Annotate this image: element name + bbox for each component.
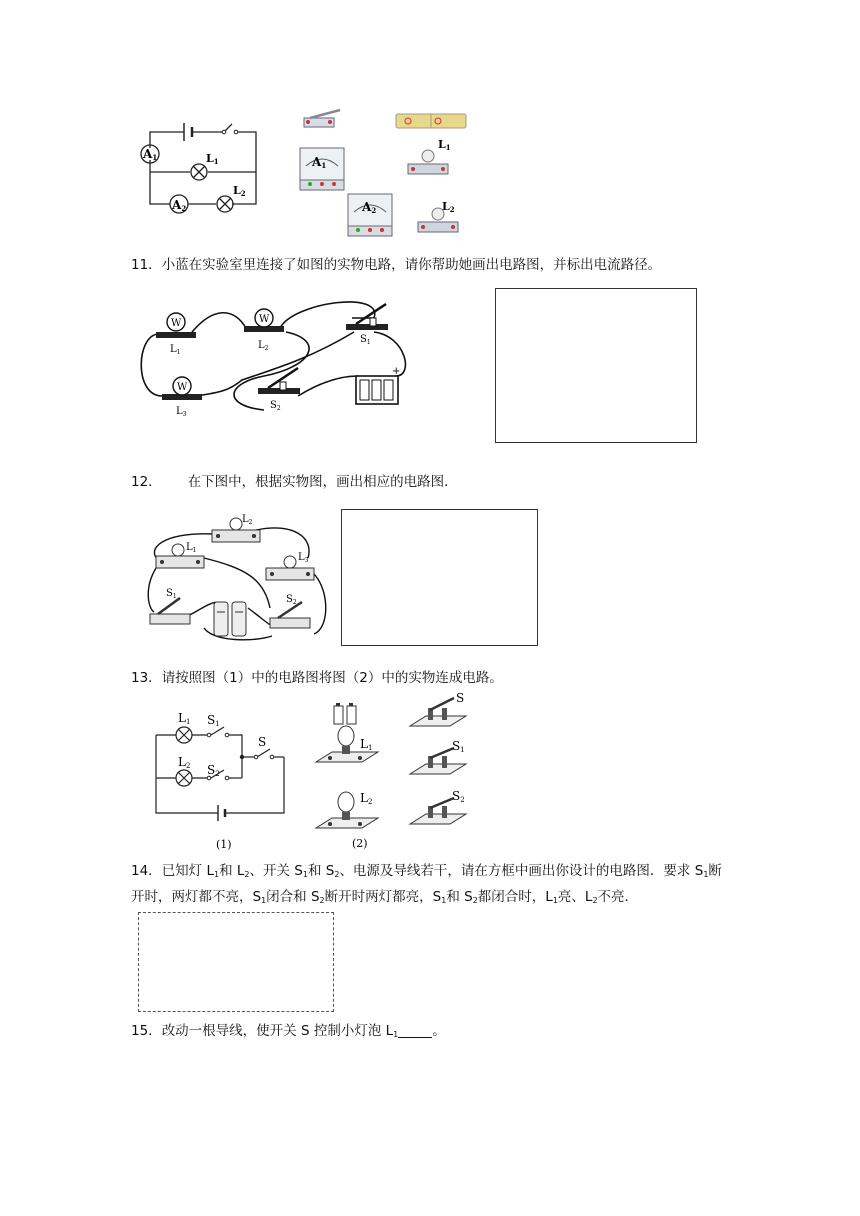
q14-question: 14．已知灯 $L_1$和 $L_2$、开关 $S_1$和 $S_2$、电源及导线若干，请在方框中画出你设计的电路图．要求 $S_1$断开时，两灯都不亮，$S_1$闭合和 $S_2$断开时两灯都亮，$S_1$和 $S_2$都闭合时，$L_1$亮、$L_2$不亮． (131, 863, 722, 905)
q13-circuit-diagram (150, 708, 290, 852)
q13-s-label: S (258, 735, 267, 749)
q11-answer-box[interactable] (495, 288, 697, 443)
knife-switch-icon (304, 110, 340, 127)
q11-l3-label: $L_3$ (176, 406, 187, 418)
q14-answer-box[interactable] (138, 912, 334, 1012)
q11-question (131, 255, 661, 275)
q11-text: 小蓝在实验室里连接了如图的实物电路，请你帮助她画出电路图，并标出电流路径。 (161, 257, 662, 273)
svg-text:W: W (259, 314, 270, 325)
q12-physical-circuit (144, 508, 330, 642)
q13-figure1-caption: (1) (216, 838, 232, 851)
q12-l3-label: $L_3$ (298, 552, 309, 564)
q15-answer-blank[interactable] (398, 1023, 432, 1038)
q13-component-s-label: S (456, 692, 465, 705)
lamp-l1-icon (156, 313, 196, 338)
q10-circuit-diagram (132, 118, 272, 218)
component-a1-label: A1 (312, 155, 327, 170)
q10-l2-label: L2 (233, 184, 246, 198)
q12-text: 在下图中，根据实物图，画出相应的电路图． (187, 474, 458, 490)
q12-l2-label: $L_2$ (242, 514, 253, 526)
q12-number: 12． (131, 474, 162, 490)
q10-l1-label: L1 (206, 152, 219, 166)
switch-s1-icon (346, 304, 388, 330)
lamp-l1-icon (156, 544, 204, 568)
q10-a1-label: A1 (143, 147, 158, 162)
q11-l1-label: $L_1$ (170, 344, 181, 356)
q13-number: 13． (131, 670, 162, 686)
q13-s1-label: S1 (207, 713, 220, 728)
battery-pack-icon (356, 376, 398, 404)
q15-number: 15． (131, 1023, 162, 1039)
q12-l1-label: $L_1$ (186, 542, 197, 554)
q12-s2-label: $S_2$ (286, 594, 297, 606)
q12-question (131, 472, 458, 492)
q15-text: 改动一根导线，使开关 S 控制小灯泡 L (161, 1023, 394, 1039)
q11-l2-label: $L_2$ (258, 340, 269, 352)
q13-question (131, 668, 503, 688)
q13-l1-label: L1 (178, 711, 191, 726)
lamp-l2-icon (212, 518, 260, 542)
lamp-l3-icon (162, 377, 202, 400)
bulb-l1-icon (408, 150, 448, 174)
q13-component-l2-label: L2 (360, 791, 373, 806)
q11-plus-label: + (392, 366, 401, 377)
q11-s2-label: $S_2$ (270, 400, 281, 412)
lamp-l2-icon (244, 309, 284, 332)
q11-number: 11． (131, 257, 162, 273)
svg-text:W: W (171, 318, 182, 329)
q13-component-s1-label: S1 (452, 739, 465, 754)
q13-physical-components (312, 692, 482, 852)
q13-figure2-caption: (2) (352, 837, 368, 850)
q13-component-s2-label: S2 (452, 789, 465, 804)
q13-text: 请按照图（1）中的电路图将图（2）中的实物连成电路。 (161, 670, 503, 686)
q15-question: 15．改动一根导线，使开关 S 控制小灯泡 $L_1$ 。 (131, 1023, 446, 1039)
q12-s1-label: $S_1$ (166, 588, 177, 600)
q11-physical-circuit (134, 296, 414, 426)
q11-s1-label: $S_1$ (360, 334, 371, 346)
q12-answer-box[interactable] (341, 509, 538, 646)
battery-pair-icon (334, 703, 356, 724)
switch-s2-icon (270, 602, 310, 628)
q10-a2-label: A2 (172, 198, 187, 213)
component-l1-label: L1 (438, 138, 451, 152)
component-l2-label: L2 (442, 200, 455, 214)
battery-pair-icon (214, 602, 246, 636)
svg-text:W: W (177, 382, 188, 393)
q13-l2-label: L2 (178, 755, 191, 770)
component-a2-label: A2 (362, 200, 377, 215)
battery-icon (396, 114, 466, 128)
q13-s2-label: S2 (207, 763, 220, 778)
q10-components-illustration (296, 104, 476, 244)
q13-component-l1-label: L1 (360, 737, 373, 752)
switch-s1-icon (150, 598, 190, 624)
